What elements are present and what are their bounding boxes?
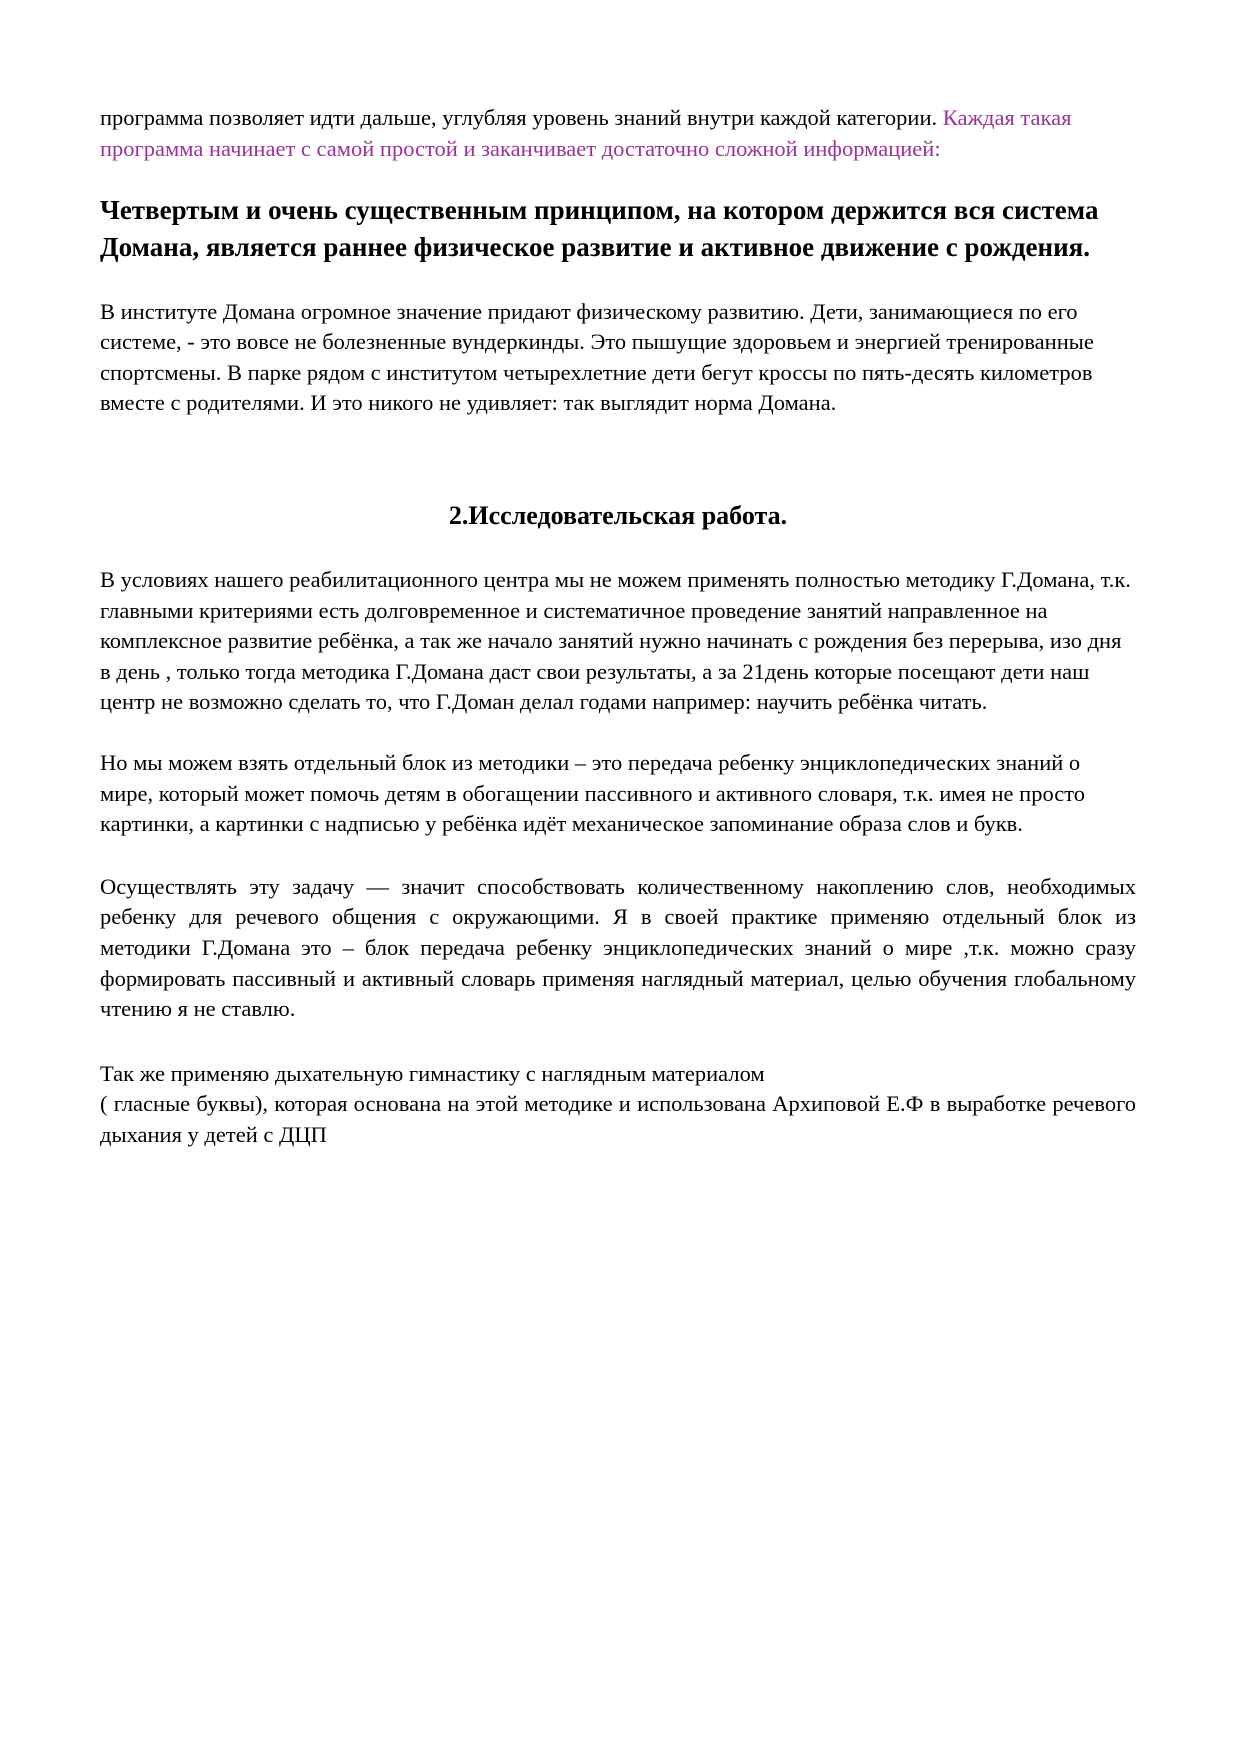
- paragraph-intro: [100, 103, 1136, 164]
- document-content: [100, 103, 1136, 1179]
- intro-text-black: программа позволяет идти дальше, углубляя уровень знаний внутри каждой категории.: [100, 105, 943, 130]
- paragraph-task: Осуществлять эту задачу — значит способствовать количественному накоплению слов, необходимых ребенку для речевого общения с окружающими. Я в своей практике применяю отдельный блок из методики Г.Домана это – блок передача ребенку энциклопедических знаний о мире ,т.к. можно сразу формировать пассивный и активный словарь применяя наглядный материал, целью обучения глобальному чтению я не ставлю.: [100, 873, 1136, 1022]
- paragraph-breathing: [100, 1059, 1136, 1151]
- intro-text-purple: Каждая такая программа начинает с самой простой и заканчивает достаточно сложной информацией:: [100, 105, 1072, 161]
- principle-heading: Четвертым и очень существенным принципом, на котором держится вся система Домана, является раннее физическое развитие и активное движение с рождения.: [100, 195, 1099, 263]
- section-title: 2.Исследовательская работа.: [448, 501, 788, 531]
- paragraph-method-block: Но мы можем взять отдельный блок из методики – это передача ребенку энциклопедических знаний о мире, который может помочь детям в обогащении пассивного и активного словаря, т.к. имея не просто картинки, а картинки с надписью у ребёнка идёт механическое запоминание образа слов и букв.: [100, 750, 1086, 837]
- paragraph-center-conditions: В условиях нашего реабилитационного центра мы не можем применять полностью методику Г.Домана, т.к. главными критериями есть долговременное и систематичное проведение занятий направленное на комплексное развитие ребёнка, а так же начало занятий нужно начинать с рождения без перерыва, изо дня в день , только тогда методика Г.Домана даст свои результаты, а за 21день которые посещают дети наш центр не возможно сделать то, что Г.Доман делал годами например: научить ребёнка читать.: [100, 567, 1131, 715]
- paragraph-institute: В институте Домана огромное значение придают физическому развитию. Дети, занимающиеся по его системе, - это вовсе не болезненные вундеркинды. Это пышущие здоровьем и энергией тренированные спортсмены. В парке рядом с институтом четырехлетние дети бегут кроссы по пять-десять километров вместе с родителями. И это никого не удивляет: так выглядит норма Домана.: [100, 298, 1094, 416]
- breathing-line-1: Так же применяю дыхательную гимнастику с наглядным материалом: [100, 1060, 765, 1086]
- breathing-line-2: ( гласные буквы), которая основана на этой методике и использована Архиповой Е.Ф в выработке речевого дыхания у детей с ДЦП: [100, 1091, 1136, 1147]
